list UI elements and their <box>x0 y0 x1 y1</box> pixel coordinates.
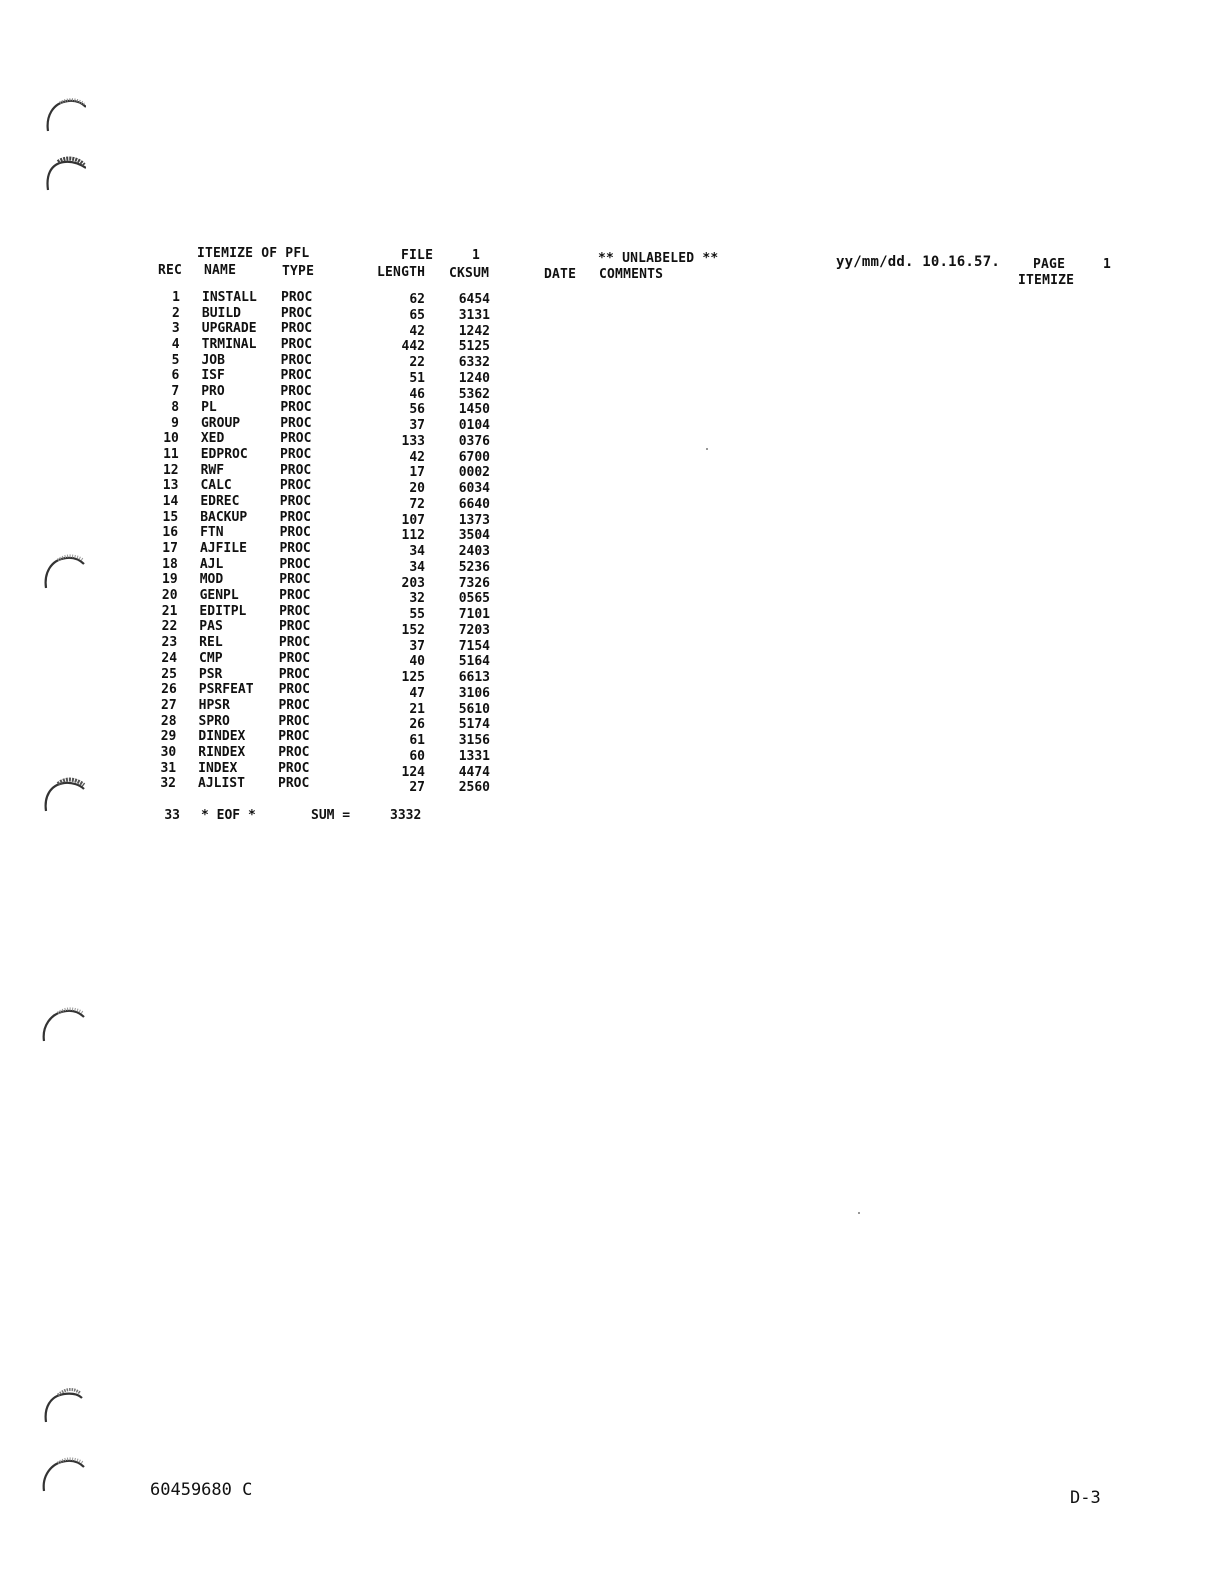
record-row <box>150 776 510 796</box>
record-row <box>150 744 510 764</box>
record-cksum: 0565 <box>458 591 490 607</box>
speck <box>858 1212 860 1214</box>
record-name: GENPL <box>199 588 239 604</box>
record-row <box>150 666 510 686</box>
record-number: 29 <box>160 729 177 745</box>
record-name: ISF <box>201 368 225 384</box>
record-type: PROC <box>280 431 312 447</box>
record-length: 17 <box>409 465 425 481</box>
column-header-name: NAME <box>204 263 237 278</box>
record-row <box>150 729 510 749</box>
record-cksum: 6700 <box>458 449 490 465</box>
record-type: PROC <box>278 666 310 682</box>
page-id: D-3 <box>1070 1488 1101 1508</box>
record-type: PROC <box>278 682 310 698</box>
record-name: GROUP <box>200 415 241 431</box>
record-length: 107 <box>401 512 425 528</box>
listing-title: ITEMIZE OF PFL <box>197 246 310 261</box>
record-name: SPRO <box>198 713 230 729</box>
record-cksum: 1240 <box>458 370 490 386</box>
record-length: 133 <box>401 433 425 449</box>
record-type: PROC <box>280 321 313 337</box>
record-length: 55 <box>409 607 425 623</box>
record-type: PROC <box>278 713 310 729</box>
record-number: 18 <box>162 556 178 572</box>
record-length: 20 <box>409 481 425 497</box>
record-length: 27 <box>409 780 425 796</box>
record-cksum: 5362 <box>458 386 490 402</box>
record-number: 15 <box>162 509 179 525</box>
record-type: PROC <box>280 415 312 431</box>
record-row <box>150 478 510 497</box>
record-row <box>150 368 510 384</box>
record-row <box>150 494 510 510</box>
record-length: 72 <box>409 496 425 512</box>
record-row <box>150 588 510 607</box>
record-length: 47 <box>409 685 425 701</box>
record-row <box>150 713 510 733</box>
record-type: PROC <box>278 650 311 666</box>
record-number: 25 <box>161 666 177 682</box>
record-name: AJFILE <box>199 541 247 556</box>
record-row <box>150 321 510 337</box>
record-cksum: 6454 <box>458 292 490 307</box>
record-row <box>150 525 510 544</box>
binder-hole-mark <box>38 1384 86 1424</box>
record-row <box>150 650 510 670</box>
record-row <box>150 572 510 591</box>
record-number: 4 <box>171 337 180 353</box>
record-number: 23 <box>161 635 178 651</box>
record-length: 42 <box>409 449 425 465</box>
record-length: 51 <box>409 370 425 386</box>
record-row <box>150 760 510 780</box>
record-row <box>150 353 510 369</box>
record-number: 12 <box>162 462 179 478</box>
record-type: PROC <box>280 384 312 400</box>
record-type: PROC <box>279 556 311 572</box>
record-length: 112 <box>401 528 425 544</box>
eof-row <box>150 808 510 826</box>
record-name: RWF <box>200 462 225 478</box>
record-name: EDPROC <box>200 446 248 462</box>
record-number: 5 <box>171 352 180 368</box>
record-name: BUILD <box>201 305 242 321</box>
record-cksum: 0002 <box>458 465 490 481</box>
record-name: XED <box>200 431 225 447</box>
eof-rec: 33 <box>164 808 180 823</box>
record-number: 2 <box>172 305 180 321</box>
record-length: 125 <box>401 670 425 686</box>
record-name: EDITPL <box>199 603 247 619</box>
record-length: 40 <box>409 654 425 670</box>
record-number: 24 <box>161 650 178 666</box>
record-cksum: 3106 <box>458 685 490 701</box>
record-length: 26 <box>409 717 425 733</box>
record-number: 27 <box>161 697 177 713</box>
record-number: 26 <box>161 682 177 698</box>
record-type: PROC <box>279 603 311 619</box>
record-cksum: 5236 <box>458 559 490 575</box>
record-length: 124 <box>401 764 425 780</box>
record-name: PSRFEAT <box>198 682 254 698</box>
record-length: 34 <box>409 544 425 560</box>
record-type: PROC <box>278 744 310 760</box>
record-number: 30 <box>160 744 177 760</box>
column-header-type: TYPE <box>282 264 315 279</box>
record-row <box>150 463 510 479</box>
column-header-cksum: CKSUM <box>449 266 490 281</box>
record-length: 65 <box>409 307 425 323</box>
record-cksum: 2560 <box>458 780 490 796</box>
record-length: 32 <box>409 591 425 607</box>
record-row <box>150 510 510 526</box>
date-stamp: yy/mm/dd. 10.16.57. <box>836 254 1000 270</box>
record-length: 22 <box>409 355 425 370</box>
record-cksum: 1242 <box>458 323 490 339</box>
record-row <box>150 557 510 573</box>
record-cksum: 7326 <box>458 575 490 591</box>
record-row <box>150 290 510 306</box>
record-cksum: 1373 <box>458 512 490 528</box>
record-name: PSR <box>198 666 223 682</box>
record-row <box>150 400 510 416</box>
record-cksum: 5174 <box>458 717 490 733</box>
record-row <box>150 541 510 560</box>
record-name: DINDEX <box>198 729 246 745</box>
record-name: AJLIST <box>198 776 245 792</box>
record-type: PROC <box>279 478 312 494</box>
eof-marker: * EOF * <box>201 808 256 823</box>
record-name: MOD <box>199 572 224 588</box>
speck <box>706 448 708 450</box>
record-cksum: 5610 <box>458 701 490 717</box>
record-name: FTN <box>200 525 224 541</box>
record-number: 16 <box>162 525 179 541</box>
record-type: PROC <box>279 509 311 525</box>
record-cksum: 4474 <box>458 764 490 780</box>
record-length: 37 <box>409 418 425 434</box>
record-row <box>150 619 510 638</box>
record-name: HPSR <box>198 697 230 713</box>
column-header-rec: REC <box>158 263 183 278</box>
record-number: 1 <box>172 290 180 305</box>
record-name: INDEX <box>198 760 238 776</box>
record-cksum: 2403 <box>458 544 490 560</box>
record-cksum: 0104 <box>458 418 490 434</box>
record-cksum: 1331 <box>458 748 490 764</box>
binder-hole-mark <box>38 1453 86 1493</box>
record-name: BACKUP <box>200 509 248 525</box>
record-cksum: 7101 <box>458 607 490 623</box>
record-type: PROC <box>279 572 311 588</box>
record-number: 17 <box>162 541 178 556</box>
record-name: INSTALL <box>202 290 257 305</box>
record-type: PROC <box>278 635 311 651</box>
record-number: 3 <box>171 321 180 337</box>
record-row <box>150 337 510 353</box>
record-listing <box>150 290 510 796</box>
record-length: 442 <box>401 339 425 355</box>
record-name: JOB <box>201 352 225 368</box>
record-type: PROC <box>280 446 312 462</box>
record-name: TRMINAL <box>201 337 257 353</box>
record-number: 32 <box>160 776 176 792</box>
binder-hole-mark <box>38 1003 86 1043</box>
record-name: EDREC <box>200 493 240 509</box>
record-name: CALC <box>200 478 232 494</box>
record-type: PROC <box>279 541 311 556</box>
record-length: 152 <box>401 622 425 638</box>
record-row <box>150 682 510 701</box>
record-type: PROC <box>278 697 310 713</box>
record-name: CMP <box>199 650 223 666</box>
record-row <box>150 384 510 400</box>
record-number: 7 <box>171 384 180 400</box>
binder-hole-mark <box>38 152 86 192</box>
record-number: 20 <box>161 588 178 604</box>
record-cksum: 5164 <box>458 654 490 670</box>
record-length: 46 <box>409 386 425 402</box>
record-cksum: 3504 <box>458 528 490 544</box>
record-type: PROC <box>278 619 311 635</box>
record-length: 34 <box>409 559 425 575</box>
record-cksum: 3156 <box>458 733 490 749</box>
record-row <box>150 416 510 432</box>
record-type: PROC <box>279 493 312 509</box>
record-name: PL <box>201 399 217 415</box>
record-type: PROC <box>280 368 312 384</box>
record-number: 28 <box>160 713 177 729</box>
record-cksum: 0376 <box>458 433 490 449</box>
record-name: RINDEX <box>198 744 246 760</box>
record-type: PROC <box>279 588 311 604</box>
record-row <box>150 447 510 463</box>
record-number: 6 <box>171 368 180 384</box>
record-name: UPGRADE <box>201 321 257 337</box>
record-number: 13 <box>162 478 179 494</box>
record-number: 14 <box>162 493 179 509</box>
record-row <box>150 697 510 717</box>
record-number: 22 <box>161 619 178 635</box>
record-length: 62 <box>409 292 425 307</box>
sum-label: SUM = <box>311 808 351 823</box>
record-type: PROC <box>280 337 313 353</box>
record-type: PROC <box>281 290 313 305</box>
record-type: PROC <box>278 729 310 745</box>
column-header-comments: COMMENTS <box>599 267 664 282</box>
column-header-date: DATE <box>544 267 577 282</box>
itemize-label: ITEMIZE <box>1018 273 1075 288</box>
sum-value: 3332 <box>390 808 422 823</box>
record-name: AJL <box>199 556 224 572</box>
column-header-length: LENGTH <box>377 265 426 280</box>
record-number: 9 <box>171 415 179 431</box>
record-cksum: 1450 <box>458 402 490 418</box>
binder-hole-mark <box>38 95 86 135</box>
record-length: 42 <box>409 323 425 339</box>
record-cksum: 6034 <box>458 481 490 497</box>
record-cksum: 6332 <box>458 355 490 370</box>
record-cksum: 6640 <box>458 496 490 512</box>
file-number: 1 <box>472 248 481 263</box>
record-cksum: 6613 <box>458 670 490 686</box>
record-type: PROC <box>280 305 313 321</box>
record-number: 10 <box>163 431 179 447</box>
record-row <box>150 635 510 654</box>
record-length: 56 <box>409 402 425 418</box>
record-type: PROC <box>279 462 312 478</box>
record-type: PROC <box>279 525 311 541</box>
record-row <box>150 603 510 623</box>
record-name: PAS <box>199 619 223 635</box>
record-type: PROC <box>280 352 312 368</box>
record-number: 19 <box>162 572 178 588</box>
record-cksum: 3131 <box>458 307 490 323</box>
record-type: PROC <box>278 776 310 792</box>
record-length: 37 <box>409 638 425 654</box>
record-number: 31 <box>160 760 177 776</box>
record-type: PROC <box>278 760 310 776</box>
binder-hole-mark <box>38 550 86 590</box>
record-length: 21 <box>409 701 425 717</box>
record-cksum: 7154 <box>458 638 490 654</box>
record-name: REL <box>199 635 223 651</box>
record-length: 60 <box>409 748 425 764</box>
file-label: FILE <box>401 248 434 263</box>
record-number: 8 <box>171 399 180 415</box>
binder-hole-mark <box>38 773 86 813</box>
record-row <box>150 306 510 322</box>
page-label: PAGE <box>1033 257 1066 272</box>
record-cksum: 7203 <box>458 622 490 638</box>
record-length: 61 <box>409 733 425 749</box>
record-number: 11 <box>163 446 179 462</box>
record-length: 203 <box>401 575 425 591</box>
record-cksum: 5125 <box>458 339 490 355</box>
record-type: PROC <box>280 399 312 415</box>
page-number: 1 <box>1103 257 1112 272</box>
record-row <box>150 431 510 447</box>
record-name: PRO <box>201 384 225 400</box>
document-number: 60459680 C <box>150 1480 253 1500</box>
unlabeled-banner: ** UNLABELED ** <box>598 251 719 266</box>
record-number: 21 <box>161 603 178 619</box>
